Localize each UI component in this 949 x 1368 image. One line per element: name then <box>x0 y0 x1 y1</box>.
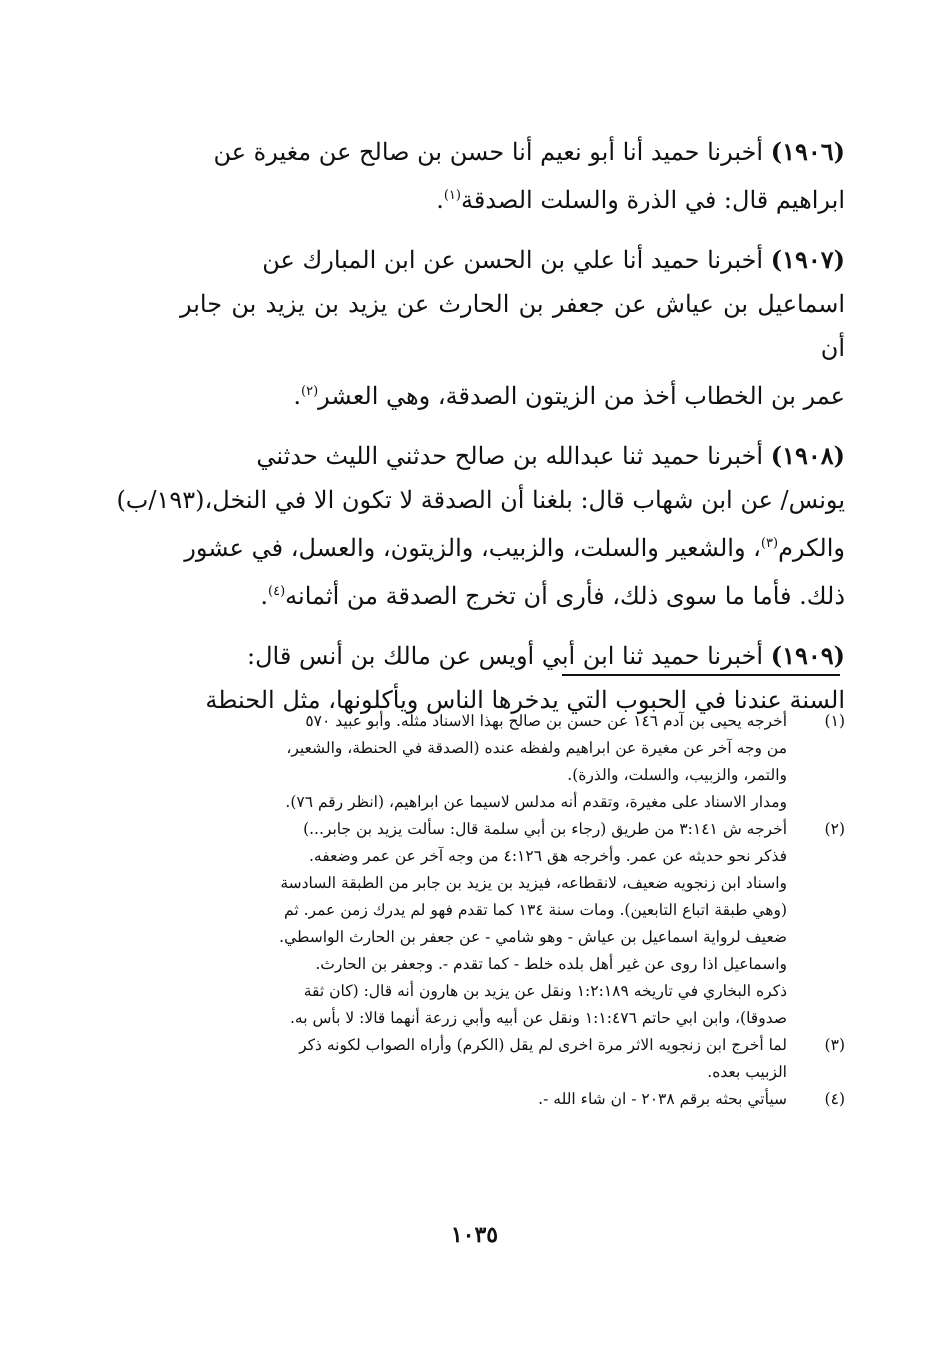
footnote-line: واسناد ابن زنجويه ضعيف، لانقطاعه، فيزيد بن يزيد بن جابر من الطبقة السادسة <box>280 874 787 892</box>
footnote-line: لما أخرج ابن زنجويه الاثر مرة اخرى لم يقل (الكرم) وأراه الصواب لكونه ذكر <box>299 1036 787 1054</box>
entry-line: السنة عندنا في الحبوب التي يدخرها الناس ويأكلونها، مثل الحنطة <box>205 686 845 714</box>
footnote-number: (٤) <box>824 1090 845 1108</box>
footnote-divider <box>562 674 840 676</box>
footnote-1 <box>180 708 845 816</box>
footnote-line: ذكره البخاري في تاريخه ١:٢:١٨٩ ونقل عن يزيد بن هارون أنه قال: (كان ثقة <box>303 982 787 1000</box>
hadith-entry-1908 <box>116 434 845 618</box>
footnote-line: واسماعيل اذا روى عن غير أهل بلده خلط - كما تقدم -. وجعفر بن الحارث. <box>315 955 787 973</box>
hadith-entry-1906 <box>180 130 845 222</box>
footnote-line: أخرجه ش ٣:١٤١ من طريق (رجاء بن أبي سلمة قال: سألت يزيد بن جابر...) <box>303 820 787 838</box>
footnote-line: سيأتي بحثه برقم ٢٠٣٨ - ان شاء الله -. <box>538 1090 787 1108</box>
footnote-2 <box>180 816 845 1032</box>
footnote-3 <box>180 1032 845 1086</box>
footnote-line: من وجه آخر عن مغيرة عن ابراهيم ولفظه عنده (الصدقة في الحنطة، والشعير، <box>286 739 787 757</box>
footnote-line: الزبيب بعده. <box>707 1063 787 1081</box>
footnote-line: أخرجه يحيى بن آدم ١٤٦ عن حسن بن صالح بهذا الاسناد مثله. وأبو عبيد ٥٧٠ <box>305 712 787 730</box>
footnote-ref: (٢) <box>301 384 319 399</box>
entry-number: (١٩٠٩) <box>770 641 845 670</box>
footnote-ref: (١) <box>443 188 461 203</box>
entry-number: (١٩٠٨) <box>770 441 845 470</box>
main-text <box>116 130 845 738</box>
footnote-4 <box>180 1086 845 1113</box>
entry-line: (١٩٠٦) أخبرنا حميد أنا أبو نعيم أنا حسن بن صالح عن مغيرة عن <box>213 137 845 166</box>
footnote-line: (وهي طبقة اتباع التابعين). ومات سنة ١٣٤ كما تقدم فهو لم يدرك زمن عمر. ثم <box>284 901 787 919</box>
entry-line: والكرم$^{(٣)}$، والشعير والسلت، والزبيب، والزيتون، والعسل، في عشور <box>184 534 845 562</box>
footnote-line: ضعيف لرواية اسماعيل بن عياش - وهو شامي - عن جعفر بن الحارث الواسطي. <box>279 928 787 946</box>
footnote-number: (٢) <box>824 820 845 838</box>
footnote-line: صدوقا)، وابن ابي حاتم ١:١:٤٧٦ ونقل عن أبيه وأبي زرعة أنهما قالا: لا بأس به. <box>290 1009 787 1027</box>
footnote-ref: (٤) <box>268 584 286 599</box>
entry-line: (١٩٠٨) أخبرنا حميد ثنا عبدالله بن صالح حدثني الليث حدثني <box>256 441 845 470</box>
entry-line: (١٩٠٩) أخبرنا حميد ثنا ابن أبي أويس عن مالك بن أنس قال: <box>247 641 845 670</box>
footnote-line: ومدار الاسناد على مغيرة، وتقدم أنه مدلس لاسيما عن ابراهيم، (انظر رقم ٧٦). <box>285 793 787 811</box>
entry-line: ابراهيم قال: في الذرة والسلت الصدقة$^{(١)}$. <box>436 186 845 214</box>
footnote-line: فذكر نحو حديثه عن عمر. وأخرجه هق ٤:١٢٦ من وجه آخر عن عمر وضعفه. <box>309 847 787 865</box>
footnotes <box>180 708 845 1113</box>
footnote-number: (٣) <box>824 1036 845 1054</box>
hadith-entry-1907 <box>180 238 845 418</box>
page-number: ١٠٣٥ <box>450 1222 499 1248</box>
footnote-ref: (٣) <box>760 536 779 551</box>
footnote-number: (١) <box>824 712 845 730</box>
entry-number: (١٩٠٧) <box>770 245 845 274</box>
entry-line: اسماعيل بن عياش عن جعفر بن الحارث عن يزيد بن يزيد بن جابر أن <box>180 290 845 362</box>
entry-line: عمر بن الخطاب أخذ من الزيتون الصدقة، وهي العشر$^{(٢)}$. <box>293 382 845 410</box>
entry-line: (١٩٠٧) أخبرنا حميد أنا علي بن الحسن عن ابن المبارك عن <box>262 245 845 274</box>
entry-number: (١٩٠٦) <box>770 137 845 166</box>
entry-line: ذلك. فأما ما سوى ذلك، فأرى أن تخرج الصدقة من أثمانه$^{(٤)}$. <box>260 582 845 610</box>
footnote-line: والتمر، والزبيب، والسلت، والذرة). <box>567 766 787 784</box>
entry-line: يونس/ عن ابن شهاب قال: بلغنا أن الصدقة لا تكون الا في النخل،(١٩٣/ب) <box>116 486 845 514</box>
